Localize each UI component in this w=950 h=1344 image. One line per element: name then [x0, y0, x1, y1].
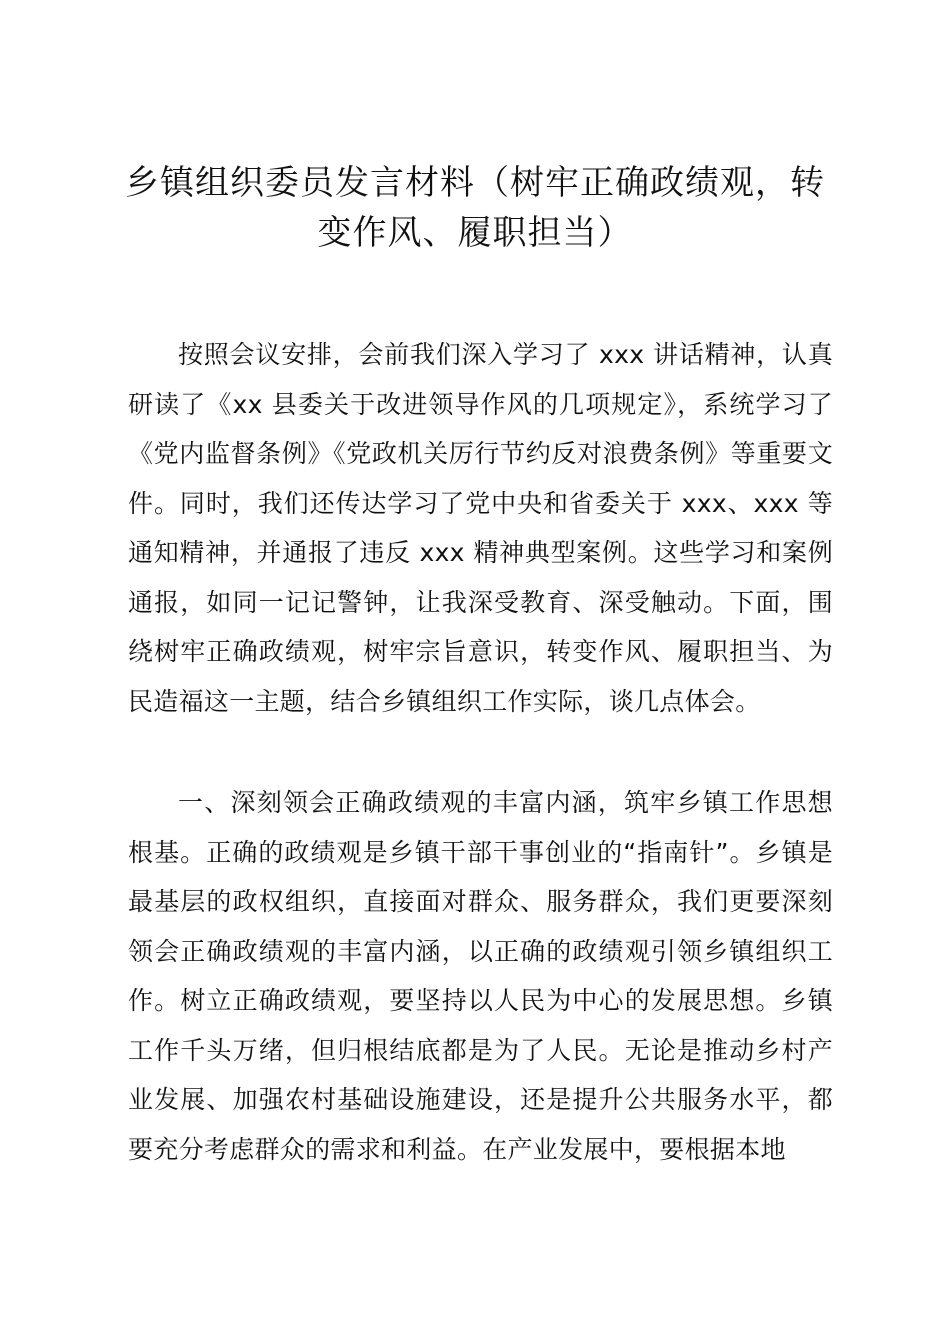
intro-paragraph: 按照会议安排，会前我们深入学习了 xxx 讲话精神，认真研读了《xx 县委关于改进领导作风的几项规定》，系统学习了《党内监督条例》《党政机关厉行节约反对浪费条例》等重要文件。同时，我们还传达学习了党中央和省委关于 xxx、xxx 等通知精神，并通报了违反 xxx 精神典型案例。这些学习和案例通报，如同一记记警钟，让我深受教育、深受触动。下面，围绕树牢正确政绩观，树牢宗旨意识，转变作风、履职担当、为民造福这一主题，结合乡镇组织工作实际，谈几点体会。 [128, 340, 833, 716]
document-title: 乡镇组织委员发言材料（树牢正确政绩观，转变作风、履职担当） [125, 163, 825, 253]
section-one-paragraph: 一、深刻领会正确政绩观的丰富内涵，筑牢乡镇工作思想根基。正确的政绩观是乡镇干部干事创业的“指南针”。乡镇是最基层的政权组织，直接面对群众、服务群众，我们更要深刻领会正确政绩观的丰富内涵，以正确的政绩观引领乡镇组织工作。树立正确政绩观，要坚持以人民为中心的发展思想。乡镇工作千头万绪，但归根结底都是为了人民。无论是推动乡村产业发展、加强农村基础设施建设，还是提升公共服务水平，都要充分考虑群众的需求和利益。在产业发展中，要根据本地 [128, 788, 833, 1164]
